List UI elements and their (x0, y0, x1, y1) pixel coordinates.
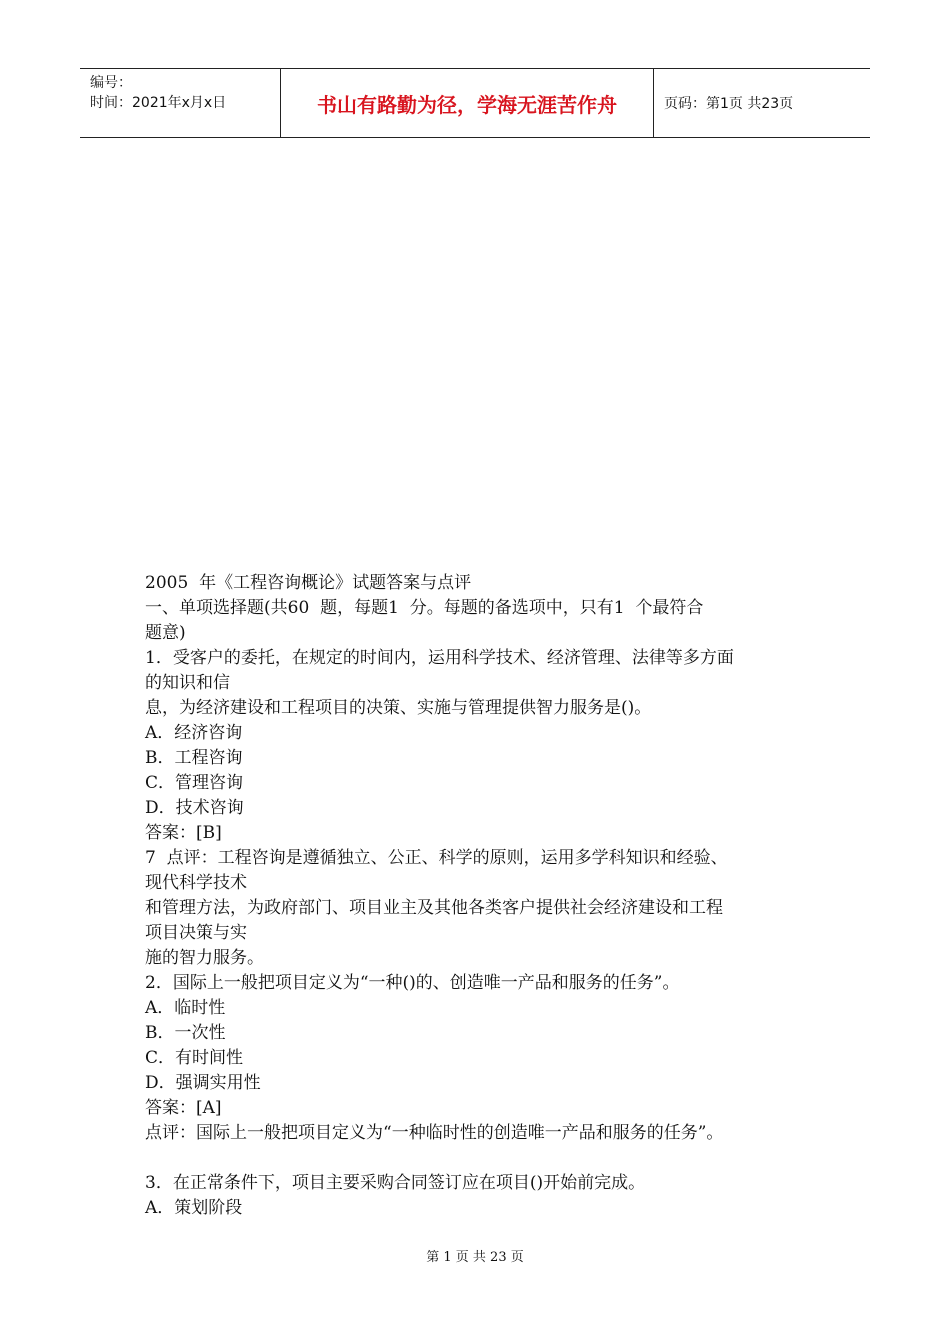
text-line: 2005 年《工程咨询概论》试题答案与点评 (145, 573, 472, 593)
text-line: A．策划阶段 (145, 1198, 243, 1218)
text-line: D．技术咨询 (145, 798, 244, 818)
text-line: 点评：国际上一般把项目定义为“一种临时性的创造唯一产品和服务的任务”。 (145, 1123, 724, 1143)
text-line: 题意) (145, 623, 186, 643)
text-line: B．工程咨询 (145, 748, 243, 768)
text-line: 现代科学技术 (145, 873, 247, 893)
text-line: B．一次性 (145, 1023, 226, 1043)
text-line: A．临时性 (145, 998, 226, 1018)
document-time-label: 时间：2021年x月x日 (90, 95, 227, 111)
text-line: 2．国际上一般把项目定义为“一种()的、创造唯一产品和服务的任务”。 (145, 973, 680, 993)
text-line: 和管理方法，为政府部门、项目业主及其他各类客户提供社会经济建设和工程 (145, 898, 723, 918)
header-motto: 书山有路勤为径，学海无涯苦作舟 (280, 69, 654, 137)
text-line: C．有时间性 (145, 1048, 244, 1068)
text-line: 息，为经济建设和工程项目的决策、实施与管理提供智力服务是()。 (145, 698, 652, 718)
page-footer: 第 1 页 共 23 页 (426, 1250, 524, 1265)
header-page-info: 页码：第1页 共23页 (664, 96, 794, 112)
text-line: D．强调实用性 (145, 1073, 261, 1093)
text-line: 答案：[B] (145, 823, 222, 843)
blank-line (145, 1146, 825, 1171)
page-header (80, 68, 870, 138)
document-number-label: 编号： (90, 75, 132, 91)
text-line: 一、单项选择题(共60 题，每题1 分。每题的备选项中，只有1 个最符合 (145, 598, 704, 618)
text-line: 施的智力服务。 (145, 948, 264, 968)
text-line: 项目决策与实 (145, 923, 247, 943)
text-line: 答案：[A] (145, 1098, 222, 1118)
text-line: 7 点评：工程咨询是遵循独立、公正、科学的原则，运用多学科知识和经验、 (145, 848, 728, 868)
document-body (145, 571, 825, 1221)
text-line: 1．受客户的委托，在规定的时间内，运用科学技术、经济管理、法律等多方面 (145, 648, 734, 668)
text-line: C．管理咨询 (145, 773, 244, 793)
text-line: A．经济咨询 (145, 723, 243, 743)
text-line: 的知识和信 (145, 673, 230, 693)
text-line: 3．在正常条件下，项目主要采购合同签订应在项目()开始前完成。 (145, 1173, 646, 1193)
header-meta (80, 69, 280, 137)
